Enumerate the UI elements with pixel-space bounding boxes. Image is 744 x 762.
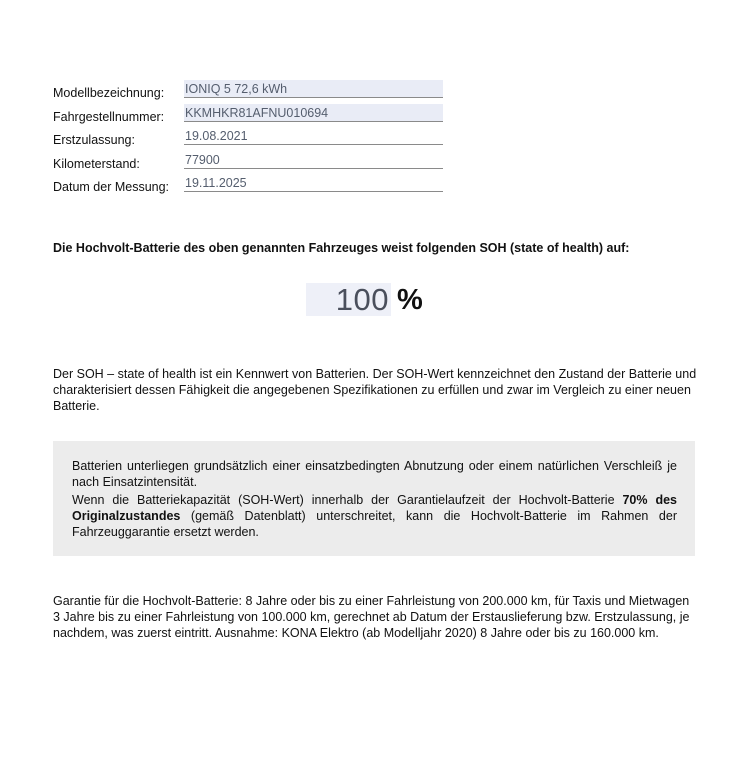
notice-paragraph-1: Batterien unterliegen grundsätzlich einer einsatzbedingten Abnutzung oder einem natürlichen Verschleiß je nach Einsatzintensität.	[72, 459, 677, 489]
soh-value-field[interactable]	[306, 283, 391, 316]
measurement-date-label: Datum der Messung:	[53, 180, 170, 194]
warranty-text: Garantie für die Hochvolt-Batterie: 8 Jahre oder bis zu einer Fahrleistung von 200.000 km, für Taxis und Mietwagen 3 Jahre bis zu einer Fahrleistung von 100.000 km, gerechnet ab Datum der Erstauslieferung bzw. Erstzulassung, je nachdem, was zuerst eintritt. Ausnahme: KONA Elektro (ab Modelljahr 2020) 8 Jahre oder bis zu 160.000 km.	[53, 594, 690, 640]
vin-label: Fahrgestellnummer:	[53, 109, 165, 124]
model-field[interactable]: IONIQ 5 72,6 kWh	[184, 80, 443, 98]
field-row-model	[53, 80, 453, 104]
model-label: Modellbezeichnung:	[53, 86, 165, 100]
measurement-date-field[interactable]: 19.11.2025	[184, 174, 443, 192]
registration-label: Erstzulassung:	[53, 133, 135, 147]
vin-field[interactable]: KKMHKR81AFNU010694	[184, 104, 443, 122]
field-row-mileage	[53, 151, 453, 175]
notice-threshold: 70% des Originalzustandes	[72, 493, 677, 523]
notice-paragraph-2	[72, 492, 677, 540]
vehicle-info-form	[53, 80, 453, 198]
soh-description: Der SOH – state of health ist ein Kennwert von Batterien. Der SOH-Wert kennzeichnet den Zustand der Batterie und charakterisiert dessen Fähigkeit die angegebenen Spezifikationen zu erfüllen und zwar im Vergleich zu einer neuen Batterie.	[53, 367, 697, 413]
notice-box	[53, 441, 695, 556]
field-row-measurement-date	[53, 174, 453, 198]
soh-unit: %	[397, 284, 423, 316]
soh-value: 100	[335, 282, 389, 317]
field-row-vin	[53, 104, 453, 128]
mileage-field[interactable]: 77900	[184, 151, 443, 169]
notice-text-end: (gemäß Datenblatt) unterschreitet, kann die Hochvolt-Batterie im Rahmen der Fahrzeuggarantie ersetzt werden.	[72, 509, 677, 539]
notice-text-start: Wenn die Batteriekapazität (SOH-Wert) innerhalb der Garantielaufzeit der Hochvolt-Batterie	[72, 493, 623, 507]
mileage-label: Kilometerstand:	[53, 156, 140, 171]
registration-date-field[interactable]: 19.08.2021	[184, 127, 443, 145]
field-row-registration	[53, 127, 453, 151]
soh-heading: Die Hochvolt-Batterie des oben genannten Fahrzeuges weist folgenden SOH (state of health) auf:	[53, 241, 630, 255]
